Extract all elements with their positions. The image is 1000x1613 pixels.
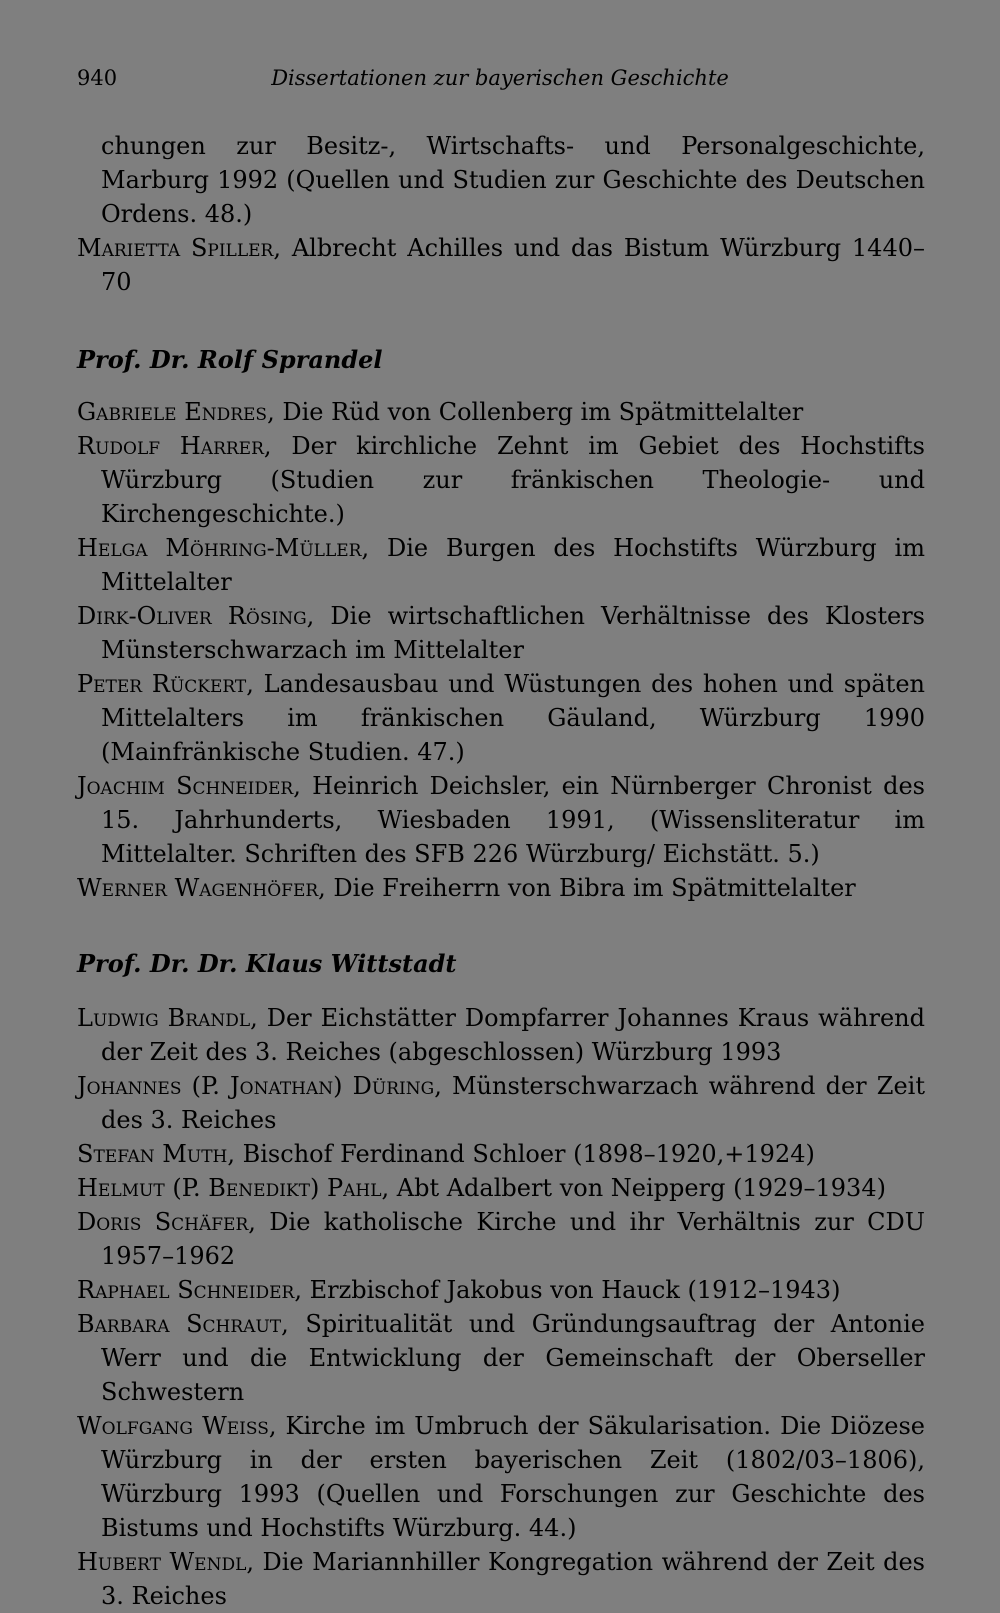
- entry-title: , Die katholische Kirche und ihr Verhältnis zur CDU 1957–1962: [101, 1208, 926, 1270]
- entry-author: Werner Wagenhöfer: [77, 874, 319, 902]
- bibliography-entry: [77, 667, 925, 769]
- bibliography-entry: [77, 1137, 925, 1171]
- entry-title: , Landesausbau und Wüstungen des hohen und späten Mittelalters im fränkischen Gäuland, Würzburg 1990 (Mainfränkische Studien. 47.): [101, 670, 925, 766]
- bibliography-entry: [77, 1069, 925, 1137]
- running-head: [77, 66, 923, 100]
- entry-author: Helga Möhring-Müller: [77, 534, 362, 562]
- section-heading: Prof. Dr. Dr. Klaus Wittstadt: [77, 949, 457, 978]
- entry-title: , Bischof Ferdinand Schloer (1898–1920,+1924): [227, 1140, 815, 1168]
- bibliography-entry: [77, 395, 925, 429]
- entry-author: Dirk-Oliver Rösing: [77, 602, 307, 630]
- entry-author: Helmut (P. Benedikt) Pahl: [77, 1174, 382, 1202]
- entry-author: Raphael Schneider: [77, 1276, 295, 1304]
- bibliography-entry: [77, 1545, 925, 1613]
- entry-title: , Spiritualität und Gründungsauftrag der Antonie Werr und die Entwicklung der Gemeinschaft der Oberseller Schwestern: [101, 1310, 925, 1406]
- entry-title: , Die Freiherrn von Bibra im Spätmittelalter: [318, 874, 856, 902]
- entry-title: , Der Eichstätter Dompfarrer Johannes Kraus während der Zeit des 3. Reiches (abgeschlossen) Würzburg 1993: [101, 1004, 925, 1066]
- entry-author: Marietta Spiller: [77, 234, 274, 262]
- bibliography-entry: [77, 531, 925, 599]
- bibliography-entry: [77, 1273, 925, 1307]
- bibliography-entry: [77, 1001, 925, 1069]
- bibliography-entry: [77, 1171, 925, 1205]
- entry-author: Peter Rückert: [77, 670, 247, 698]
- entry-title: , Die Mariannhiller Kongregation während der Zeit des 3. Reiches: [101, 1548, 925, 1610]
- section-entries: [77, 1001, 925, 1613]
- entry-author: Wolfgang Weiss: [77, 1412, 269, 1440]
- entry-title: , Albrecht Achilles und das Bistum Würzburg 1440–70: [101, 234, 925, 296]
- entry-author: Johannes (P. Jonathan) Düring: [77, 1072, 435, 1100]
- entry-author: Gabriele Endres: [77, 398, 268, 426]
- page-content: [77, 129, 925, 1613]
- page-number: 940: [77, 66, 118, 90]
- bibliography-entry: [77, 769, 925, 871]
- entry-author: Ludwig Brandl: [77, 1004, 251, 1032]
- entry-title: , Die Rüd von Collenberg im Spätmittelalter: [267, 398, 804, 426]
- continuation-text: chungen zur Besitz-, Wirtschafts- und Personalgeschichte, Marburg 1992 (Quellen und Studien zur Geschichte des Deutschen Ordens. 48.): [101, 132, 925, 228]
- bibliography-entry: [77, 1307, 925, 1409]
- bibliography-entry: [77, 599, 925, 667]
- bibliography-entry: [77, 231, 925, 299]
- running-title: Dissertationen zur bayerischen Geschichte: [271, 66, 729, 90]
- entry-title: , Kirche im Umbruch der Säkularisation. Die Diözese Würzburg in der ersten bayerischen Zeit (1802/03–1806), Würzburg 1993 (Quellen und Forschungen zur Geschichte des Bistums und Hochstifts Würzburg. 44.): [101, 1412, 925, 1542]
- entry-author: Rudolf Harrer: [77, 432, 264, 460]
- entry-author: Doris Schäfer: [77, 1208, 249, 1236]
- bibliography-entry: [77, 429, 925, 531]
- bibliography-entry: [77, 1205, 925, 1273]
- section-entries: [77, 395, 925, 905]
- entry-author: Barbara Schraut: [77, 1310, 282, 1338]
- entry-title: , Der kirchliche Zehnt im Gebiet des Hochstifts Würzburg (Studien zur fränkischen Theologie- und Kirchengeschichte.): [101, 432, 925, 528]
- entry-author: Joachim Schneider: [77, 772, 294, 800]
- entry-title: , Erzbischof Jakobus von Hauck (1912–1943): [294, 1276, 841, 1304]
- bibliography-entry: [77, 871, 925, 905]
- entry-title: , Die Burgen des Hochstifts Würzburg im Mittelalter: [101, 534, 925, 596]
- entry-title: , Münsterschwarzach während der Zeit des 3. Reiches: [101, 1072, 925, 1134]
- entry-title: , Heinrich Deichsler, ein Nürnberger Chronist des 15. Jahrhunderts, Wiesbaden 1991, (Wissensliteratur im Mittelalter. Schriften des SFB 226 Würzburg/ Eichstätt. 5.): [101, 772, 925, 868]
- entry-title: , Die wirtschaftlichen Verhältnisse des Klosters Münsterschwarzach im Mittelalter: [101, 602, 925, 664]
- section-heading: Prof. Dr. Rolf Sprandel: [77, 345, 383, 374]
- entry-author: Stefan Muth: [77, 1140, 228, 1168]
- entry-author: Hubert Wendl: [77, 1548, 247, 1576]
- bibliography-entry: [77, 1409, 925, 1545]
- entry-title: , Abt Adalbert von Neipperg (1929–1934): [381, 1174, 886, 1202]
